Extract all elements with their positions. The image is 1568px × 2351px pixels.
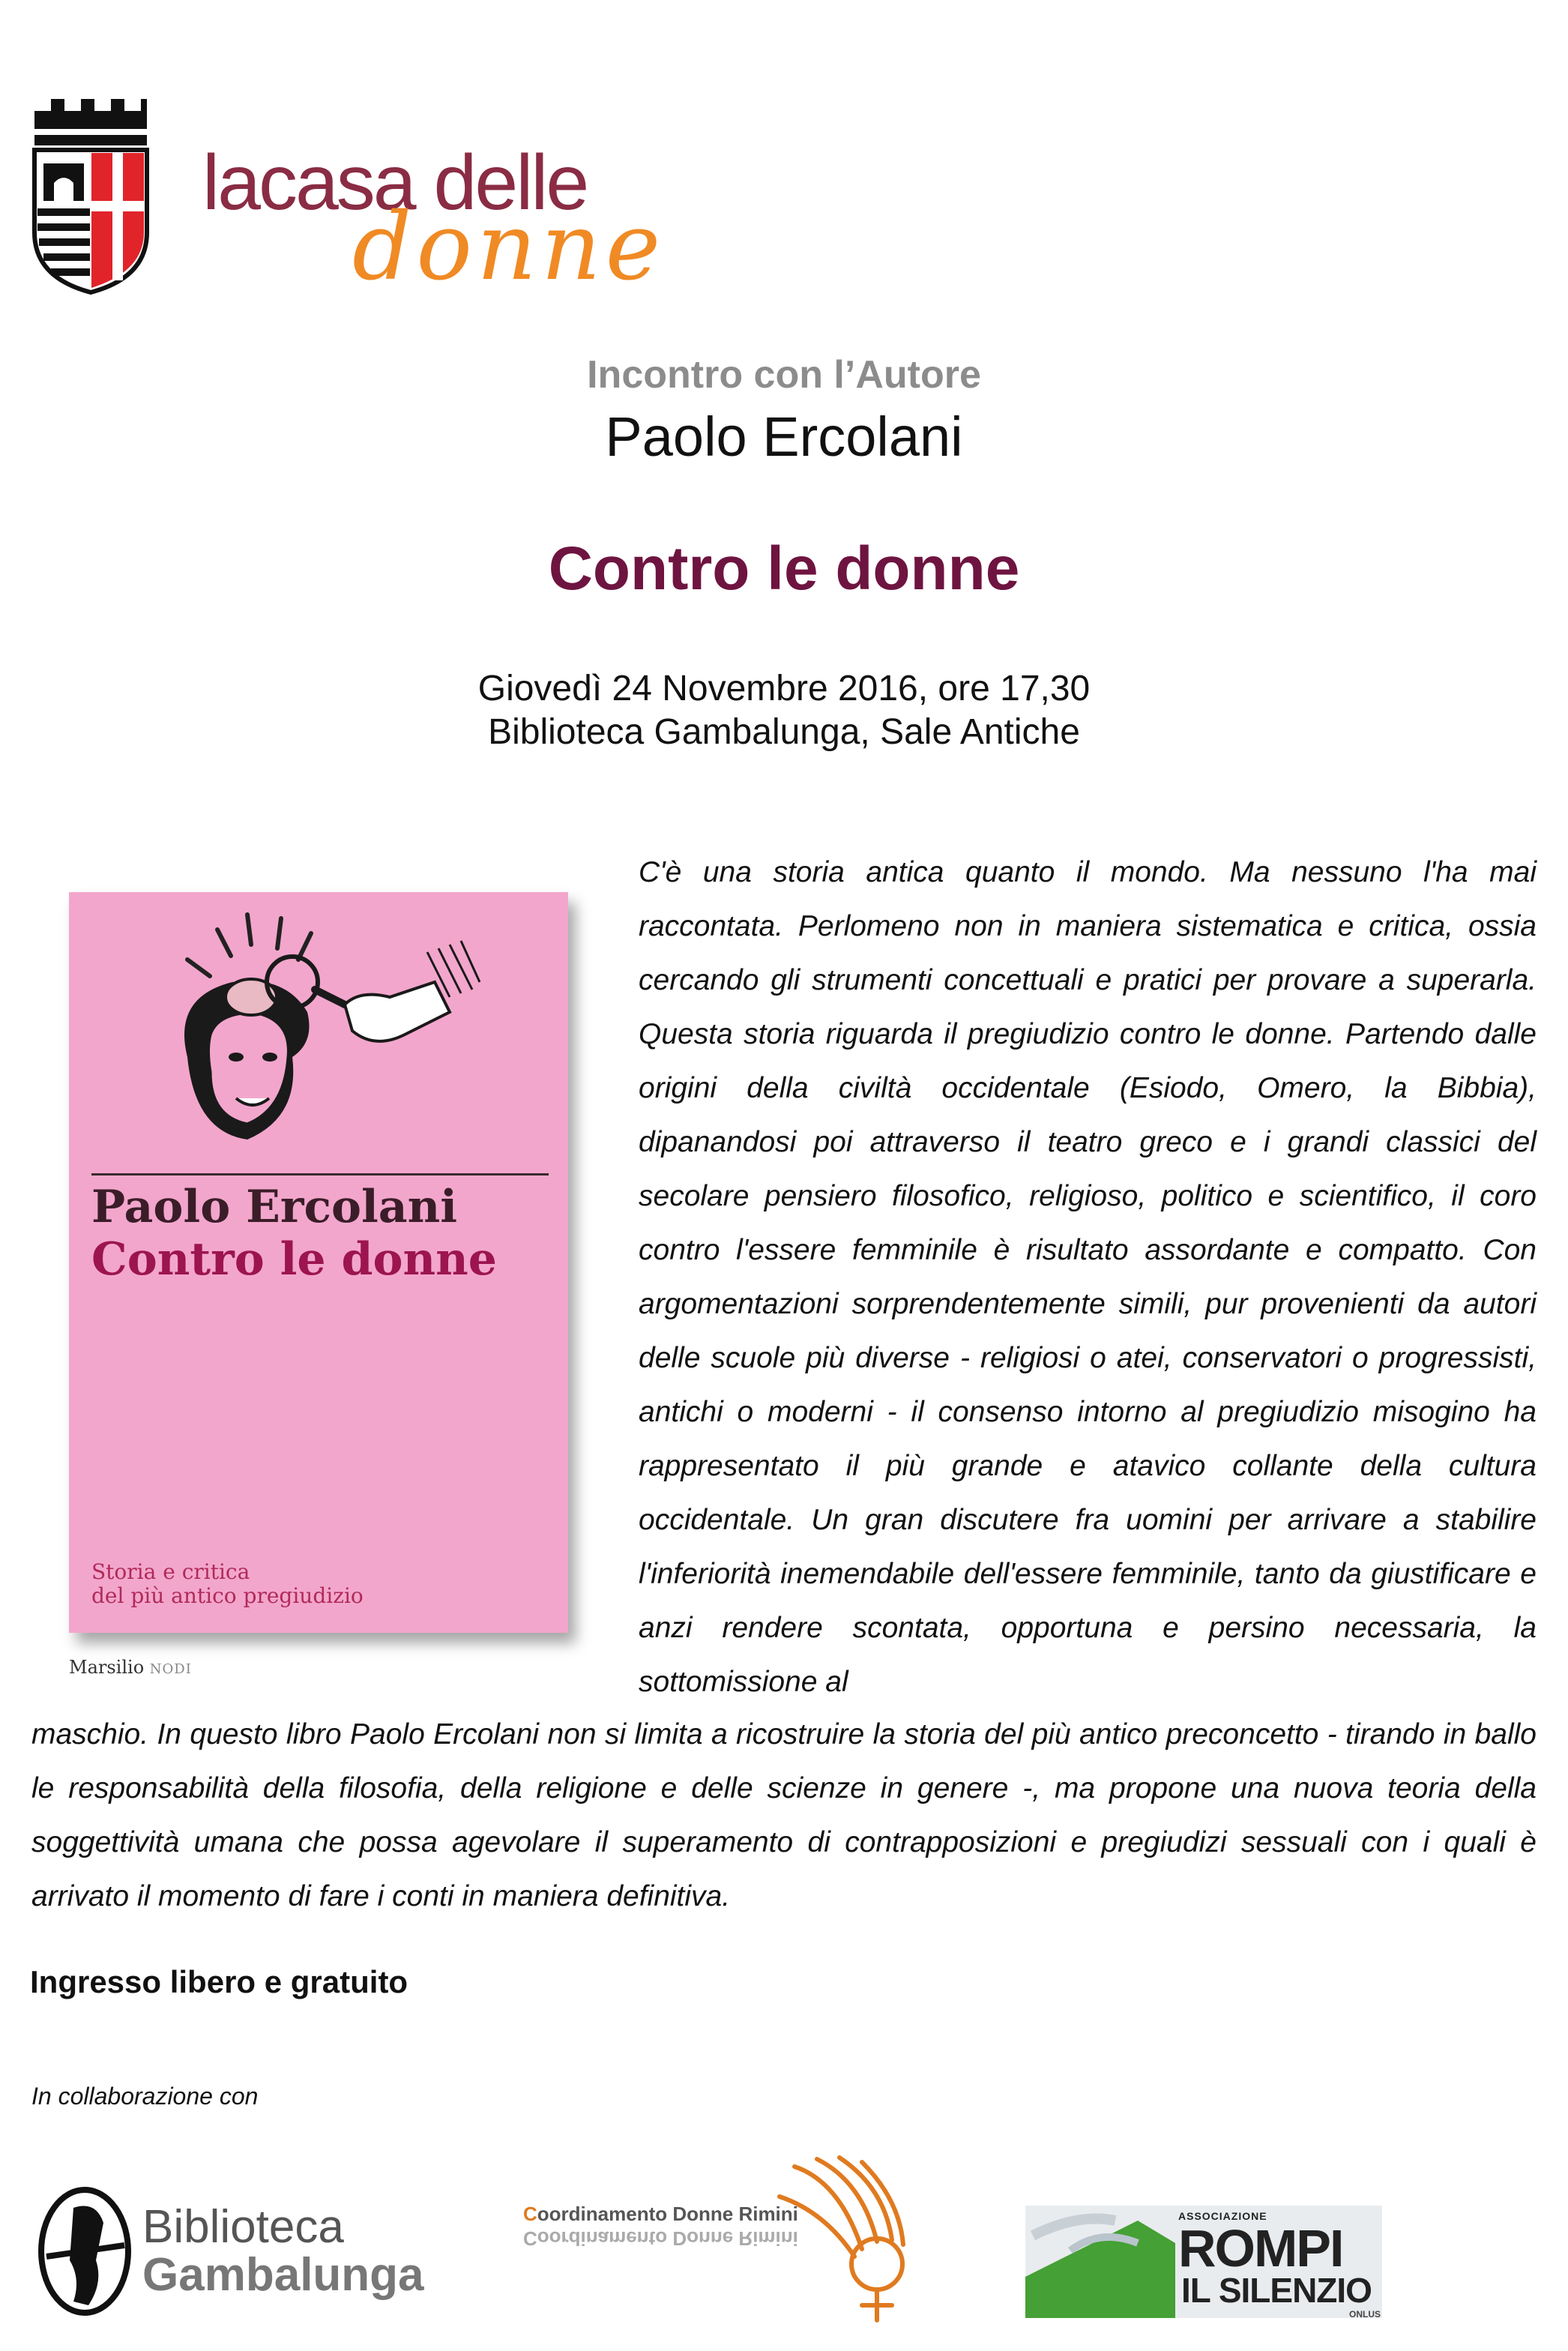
partner-coordinamento-reflection: Coordinamento Donne Rimini <box>523 2227 798 2250</box>
cover-title: Contro le donne <box>91 1233 497 1286</box>
cover-publisher <box>69 1657 192 1678</box>
collaboration-label: In collaborazione con <box>31 2083 259 2110</box>
cover-subtitle-line2: del più antico pregiudizio <box>91 1583 364 1608</box>
cover-divider <box>91 1173 549 1176</box>
rompi-line1: ROMPI <box>1178 2219 1343 2278</box>
rimini-crest-icon <box>28 96 153 295</box>
coordinamento-rest: oordinamento Donne Rimini <box>537 2203 798 2225</box>
partner-gambalunga-line2: Gambalunga <box>142 2249 424 2301</box>
logo-lacasa-delle: lacasa delle <box>202 139 588 226</box>
partner-gambalunga-line1: Biblioteca <box>142 2201 344 2253</box>
event-dateline <box>0 667 1568 754</box>
event-title: Contro le donne <box>548 535 1020 603</box>
partner-coordinamento <box>523 2203 798 2226</box>
rompi-line2: IL SILENZIO <box>1181 2271 1372 2310</box>
event-kicker: Incontro con l’Autore <box>587 353 981 397</box>
coordinamento-initial: C <box>523 2203 537 2225</box>
publisher-series: NODI <box>149 1661 192 1677</box>
event-venue: Biblioteca Gambalunga, Sale Antiche <box>488 712 1080 752</box>
cover-author: Paolo Ercolani <box>91 1181 458 1233</box>
coordinamento-hand-icon <box>765 2152 937 2324</box>
cover-illustration-icon <box>97 907 487 1177</box>
cover-subtitle-line1: Storia e critica <box>91 1559 250 1584</box>
publisher-name: Marsilio <box>69 1657 145 1678</box>
event-author: Paolo Ercolani <box>605 406 963 468</box>
admission-note: Ingresso libero e gratuito <box>30 1964 408 1999</box>
rompi-association-label: ASSOCIAZIONE <box>1178 2210 1267 2222</box>
gambalunga-emblem-icon <box>36 2185 133 2317</box>
description-part1: C'è una storia antica quanto il mondo. Ma nessuno l'ha mai raccontata. Perlomeno non in maniera sistematica e critica, ossia cercando gli strumenti concettuali e pratici per provare a superarla. Questa storia riguarda il pregiudizio contro le donne. Partendo dalle origini della civiltà occidentale (Esiodo, Omero, la Bibbia), dipanandosi poi attraverso il teatro greco e i grandi classici del secolare pensiero filosofico, religioso, politico e scientifico, il coro contro l'essere femminile è risultato assordante e compatto. Con argomentazioni sorprendentemente simili, pur provenienti da autori delle scuole più diverse - religiosi o atei, conservatori o progressisti, antichi o moderni - il consenso intorno al pregiudizio misogino ha rappresentato il più grande e atavico collante della cultura occidentale. Un gran discutere fra uomini per arrivare a stabilire l'inferiorità inemendabile dell'essere femminile, tanto da giustificare e anzi rendere scontata, opportuna e persino necessaria, la sottomissione al <box>639 856 1537 1698</box>
event-date: Giovedì 24 Novembre 2016, ore 17,30 <box>477 669 1091 708</box>
rompi-onlus-label: ONLUS <box>1349 2309 1381 2320</box>
logo-donne: donne <box>352 193 666 301</box>
description-part2: maschio. In questo libro Paolo Ercolani non si limita a ricostruire la storia del più antico preconcetto - tirando in ballo le responsabilità della filosofia, della religione e delle scienze in genere -, ma propone una nuova teoria della soggettività umana che possa agevolare il superamento di contrapposizioni e pregiudizi sessuali con i quali è arrivato il momento di fare i conti in maniera definitiva. <box>31 1718 1537 1912</box>
